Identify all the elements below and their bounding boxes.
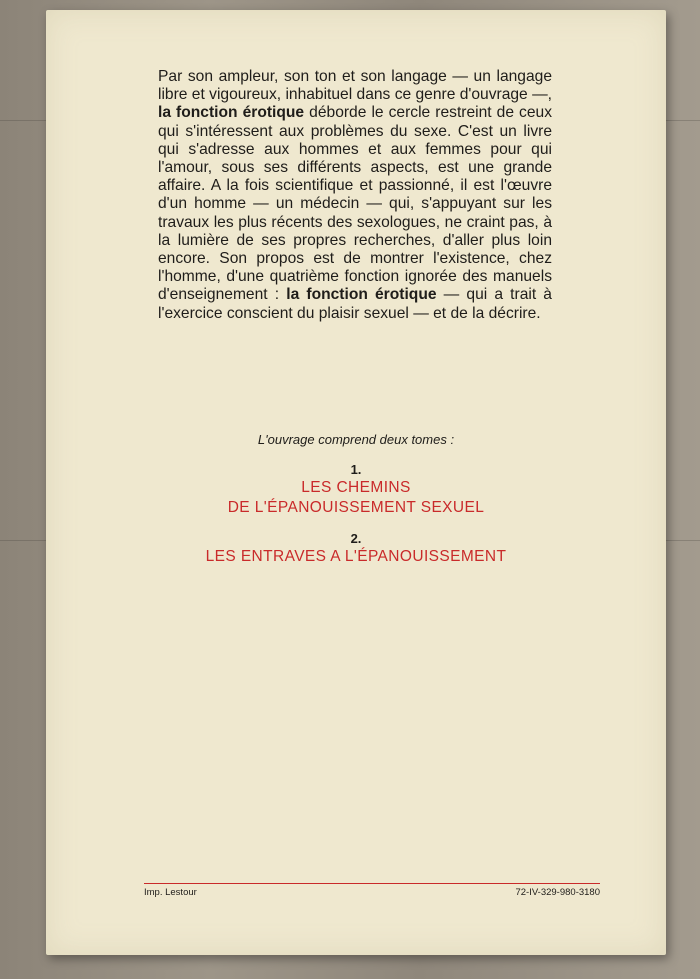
back-cover-blurb bbox=[158, 68, 552, 323]
volumes-intro: L'ouvrage comprend deux tomes : bbox=[257, 432, 455, 447]
footer-rule bbox=[144, 883, 600, 884]
printer-credit: Imp. Lestour bbox=[144, 887, 197, 898]
blurb-text: Par son ampleur, son ton et son langage — un langage libre et vigoureux, inhabituel dans ce genre d'ouvrage —, bbox=[158, 68, 552, 104]
volume-1-number: 1. bbox=[350, 462, 362, 477]
volume-1-title-line1: LES CHEMINS bbox=[301, 479, 411, 496]
blurb-emphasis: la fonction érotique bbox=[158, 104, 305, 122]
book-back-cover bbox=[46, 10, 666, 955]
blurb-text: — qui a trait à l'exercice conscient du plaisir sexuel — et de la décrire. bbox=[158, 286, 552, 322]
volume-1-title-line2: DE L'ÉPANOUISSEMENT SEXUEL bbox=[227, 499, 485, 516]
volume-2-number: 2. bbox=[350, 531, 362, 546]
blurb-text: déborde le cercle restreint de ceux qui s'intéressent aux problèmes du sexe. C'est un livre qui s'adresse aux hommes et aux femmes pour qui l'amour, sous ses différents aspects, est une grande affaire. A la fois scientifique et passionné, il est l'œuvre d'un homme — un médecin — qui, s'appuyant sur les travaux les plus récents des sexologues, ne craint pas, à la lumière de ses propres recherches, d'aller plus loin encore. Son propos est de montrer l'existence, chez l'homme, d'une quatrième fonction ignorée des manuels d'enseignement : bbox=[158, 104, 552, 304]
catalog-number: 72-IV-329-980-3180 bbox=[515, 887, 600, 898]
blurb-emphasis: la fonction érotique bbox=[286, 286, 437, 304]
volume-2-title: LES ENTRAVES A L'ÉPANOUISSEMENT bbox=[205, 548, 507, 565]
